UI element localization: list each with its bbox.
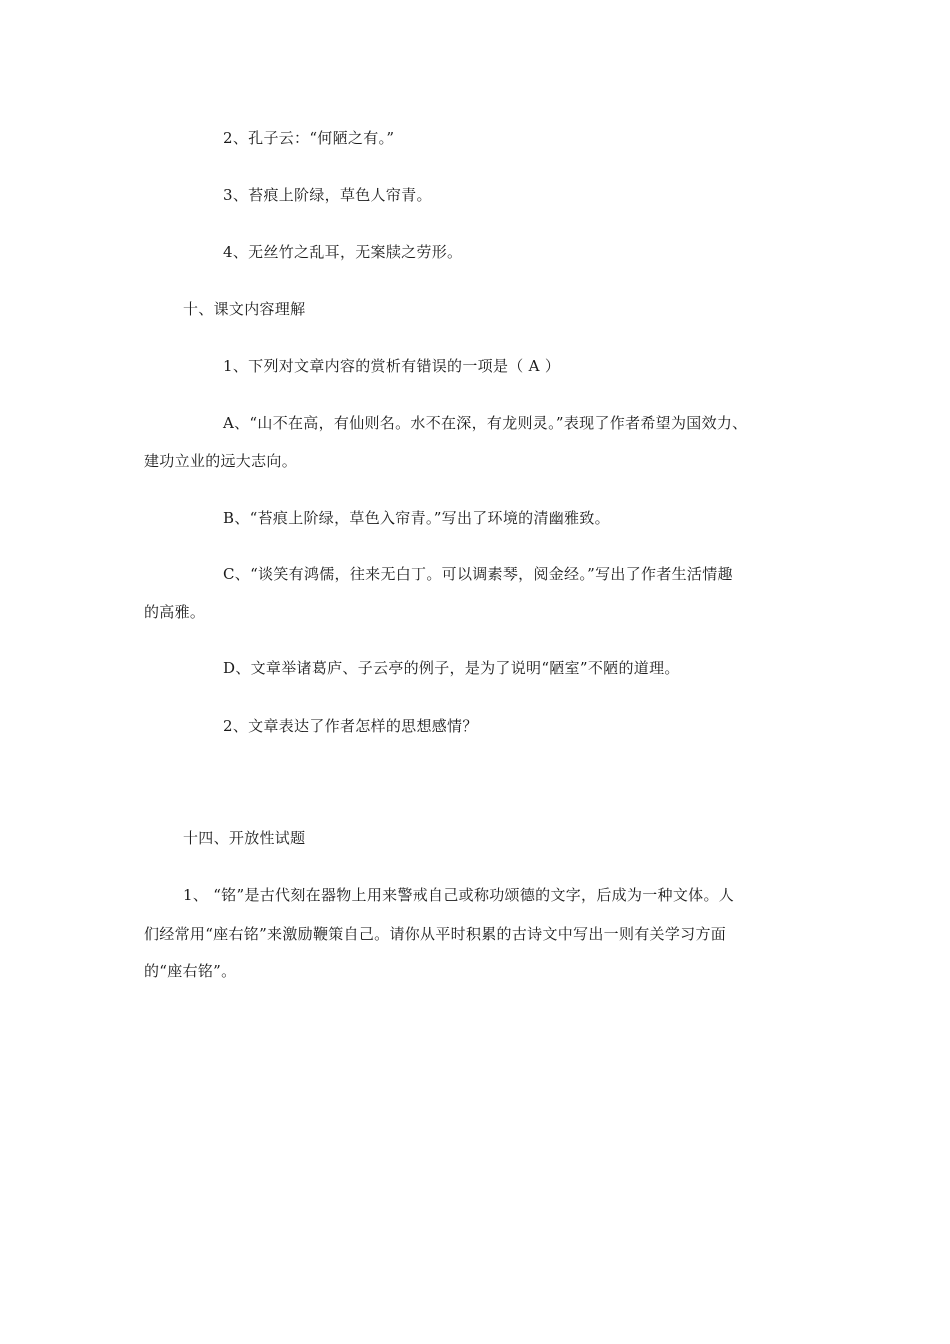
option-d: D、文章举诸葛庐、子云亭的例子，是为了说明“陋室”不陋的道理。: [223, 659, 680, 677]
section-10-heading: 十、课文内容理解: [183, 300, 306, 318]
option-b: B、“苔痕上阶绿，草色入帘青。”写出了环境的清幽雅致。: [223, 509, 610, 527]
option-a-line-2: 建功立业的远大志向。: [144, 452, 298, 470]
section-14-heading: 十四、开放性试题: [183, 829, 306, 847]
question-1: 1、下列对文章内容的赏析有错误的一项是（ A ）: [223, 357, 561, 375]
option-a-line-1: A、“山不在高，有仙则名。水不在深，有龙则灵。”表现了作者希望为国效力、: [223, 414, 748, 432]
option-c-line-1: C、“谈笑有鸿儒，往来无白丁。可以调素琴，阅金经。”写出了作者生活情趣: [223, 565, 733, 583]
open-question-line-2: 们经常用“座右铭”来激励鞭策自己。请你从平时积累的古诗文中写出一则有关学习方面: [144, 925, 727, 943]
option-c-line-2: 的高雅。: [144, 603, 206, 621]
sentence-3: 3、苔痕上阶绿，草色人帘青。: [223, 186, 432, 204]
open-question-line-3: 的“座右铭”。: [144, 962, 237, 980]
sentence-2: 2、孔子云：“何陋之有。”: [223, 129, 395, 147]
open-question-line-1: 1、 “铭”是古代刻在器物上用来警戒自己或称功颂德的文字，后成为一种文体。人: [183, 886, 735, 904]
sentence-4: 4、无丝竹之乱耳，无案牍之劳形。: [223, 243, 463, 261]
question-2: 2、文章表达了作者怎样的思想感情？: [223, 717, 478, 735]
